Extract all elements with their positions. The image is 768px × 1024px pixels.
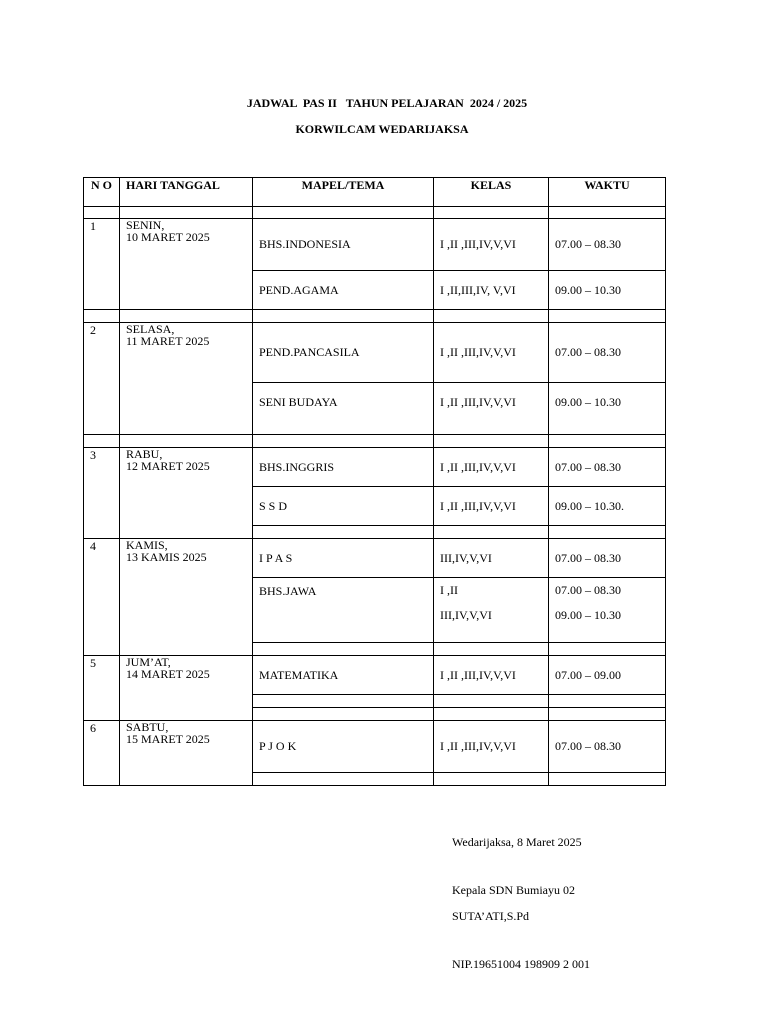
day-number: 2 <box>84 323 120 435</box>
table-row <box>84 539 666 578</box>
subject-cell: BHS.INGGRIS <box>253 448 434 487</box>
subject-cell: I P A S <box>253 539 434 578</box>
subject-cell: SENI BUDAYA <box>253 383 434 435</box>
day-number: 4 <box>84 539 120 656</box>
header-no: N O <box>84 178 120 207</box>
signer-name: SUTA’ATI,S.Pd <box>452 909 530 923</box>
subject-cell: BHS.INDONESIA <box>253 219 434 271</box>
signer-block <box>452 876 590 988</box>
subject-cell: MATEMATIKA <box>253 656 434 695</box>
subject-cell: BHS.JAWA <box>253 578 434 643</box>
schedule-table <box>83 177 666 786</box>
table-row <box>84 448 666 487</box>
day-number: 5 <box>84 656 120 721</box>
subject-cell: P J O K <box>253 721 434 773</box>
day-date: SENIN, 10 MARET 2025 <box>120 219 253 310</box>
time-cell: 07.00 – 08.30 <box>549 448 666 487</box>
subject-cell: S S D <box>253 487 434 526</box>
day-number: 6 <box>84 721 120 786</box>
class-cell: I ,II ,III,IV,V,VI <box>434 721 549 773</box>
class-cell: I ,II,III,IV, V,VI <box>434 271 549 310</box>
time-cell: 09.00 – 10.30 <box>549 383 666 435</box>
time-cell: 07.00 – 08.30 <box>549 539 666 578</box>
time-cell: 07.00 – 08.30 <box>549 219 666 271</box>
time-cell: 07.00 – 08.30 <box>549 323 666 383</box>
class-cell: I ,II ,III,IV,V,VI <box>434 323 549 383</box>
day-date: RABU, 12 MARET 2025 <box>120 448 253 539</box>
day-date: KAMIS, 13 KAMIS 2025 <box>120 539 253 656</box>
spacer-row <box>84 435 666 448</box>
table-row <box>84 219 666 271</box>
class-cell: I ,II ,III,IV,V,VI <box>434 383 549 435</box>
header-time: WAKTU <box>549 178 666 207</box>
table-row <box>84 721 666 773</box>
class-cell: I ,II ,III,IV,V,VI <box>434 487 549 526</box>
header-row <box>84 178 666 207</box>
class-cell: I ,II ,III,IV,V,VI <box>434 656 549 695</box>
subject-cell: PEND.PANCASILA <box>253 323 434 383</box>
time-cell: 07.00 – 09.00 <box>549 656 666 695</box>
day-date: JUM’AT, 14 MARET 2025 <box>120 656 253 721</box>
class-cell: III,IV,V,VI <box>434 539 549 578</box>
time-cell: 09.00 – 10.30. <box>549 487 666 526</box>
signer-position: Kepala SDN Bumiayu 02 <box>452 883 575 897</box>
header-class: KELAS <box>434 178 549 207</box>
time-cell: 07.00 – 08.30 <box>549 721 666 773</box>
subject-cell: PEND.AGAMA <box>253 271 434 310</box>
time-cell: 09.00 – 10.30 <box>549 271 666 310</box>
table-row <box>84 656 666 695</box>
day-number: 1 <box>84 219 120 310</box>
day-date: SABTU, 15 MARET 2025 <box>120 721 253 786</box>
day-date: SELASA, 11 MARET 2025 <box>120 323 253 435</box>
signer-nip: NIP.19651004 198909 2 001 <box>452 957 591 971</box>
time-cell: 07.00 – 08.30 09.00 – 10.30 <box>549 578 666 643</box>
document-subtitle: KORWILCAM WEDARIJAKSA <box>295 122 469 136</box>
day-number: 3 <box>84 448 120 539</box>
spacer-row <box>84 310 666 323</box>
place-date: Wedarijaksa, 8 Maret 2025 <box>452 835 582 849</box>
table-row <box>84 323 666 383</box>
spacer-row <box>84 207 666 219</box>
class-cell: I ,II ,III,IV,V,VI <box>434 448 549 487</box>
header-subject: MAPEL/TEMA <box>253 178 434 207</box>
header-day: HARI TANGGAL <box>120 178 253 207</box>
class-cell: I ,II III,IV,V,VI <box>434 578 549 643</box>
class-cell: I ,II ,III,IV,V,VI <box>434 219 549 271</box>
document-title: JADWAL PAS II TAHUN PELAJARAN 2024 / 2025 <box>246 96 528 110</box>
